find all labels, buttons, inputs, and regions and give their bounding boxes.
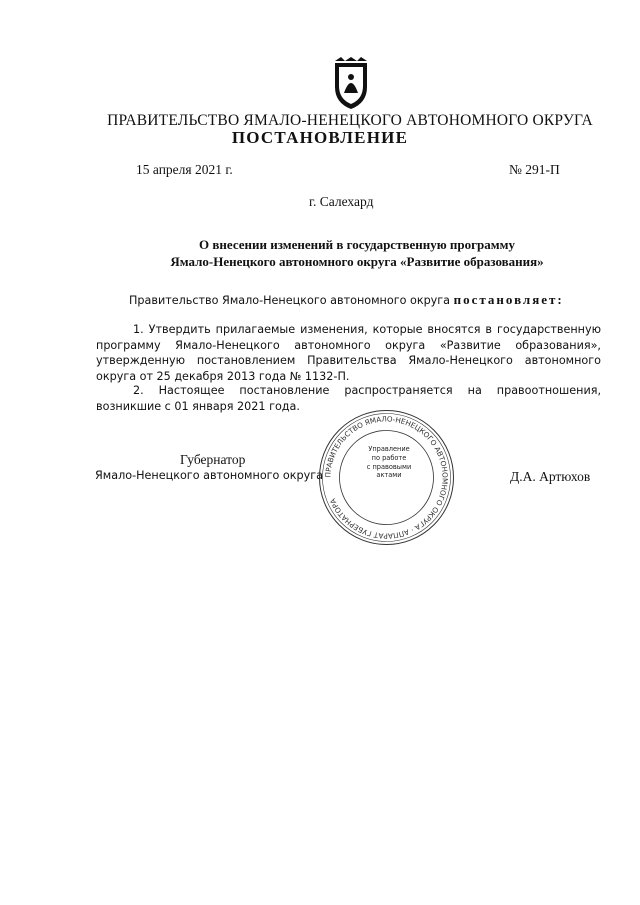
subject-line-2: Ямало-Ненецкого автономного округа «Развитие образования» — [170, 254, 544, 269]
preamble-text: Правительство Ямало-Ненецкого автономного округа — [129, 294, 451, 307]
stamp-line: по работе — [371, 453, 407, 462]
signatory-title: Губернатор — [180, 452, 246, 467]
document-city: г. Салехард — [309, 194, 374, 209]
stamp-ring-text: ПРАВИТЕЛЬСТВО ЯМАЛО-НЕНЕЦКОГО АВТОНОМНОГО ОКРУГА · АППАРАТ ГУБЕРНАТОРА — [323, 414, 450, 541]
coat-of-arms-icon — [329, 57, 373, 111]
stamp-line: Управление — [368, 445, 410, 453]
stamp-line: с правовыми — [366, 462, 412, 471]
stamp-line: актами — [376, 471, 402, 480]
document-date: 15 апреля 2021 г. — [136, 162, 233, 177]
preamble-bold: постановляет: — [453, 292, 564, 307]
stamp-inner-text — [356, 445, 422, 480]
government-name: ПРАВИТЕЛЬСТВО ЯМАЛО-НЕНЕЦКОГО АВТОНОМНОГО ОКРУГА — [107, 112, 593, 129]
signatory-name: Д.А. Артюхов — [510, 469, 591, 484]
preamble — [129, 292, 564, 308]
decree-item-2: 2. Настоящее постановление распространяется на правоотношения, возникшие с 01 января 2021 года. — [96, 384, 601, 413]
document-number: № 291-П — [509, 162, 560, 177]
decree-item-1: 1. Утвердить прилагаемые изменения, которые вносятся в государственную программу Ямало-Ненецкого автономного округа «Развитие образования», утвержденную постановлением Правительства Ямало-Ненецкого автономного округа от 25 декабря 2013 года № 1132-П. — [96, 323, 601, 383]
document-type: ПОСТАНОВЛЕНИЕ — [231, 128, 409, 147]
signatory-region: Ямало-Ненецкого автономного округа — [95, 469, 323, 482]
subject-line-1: О внесении изменений в государственную программу — [199, 237, 515, 252]
